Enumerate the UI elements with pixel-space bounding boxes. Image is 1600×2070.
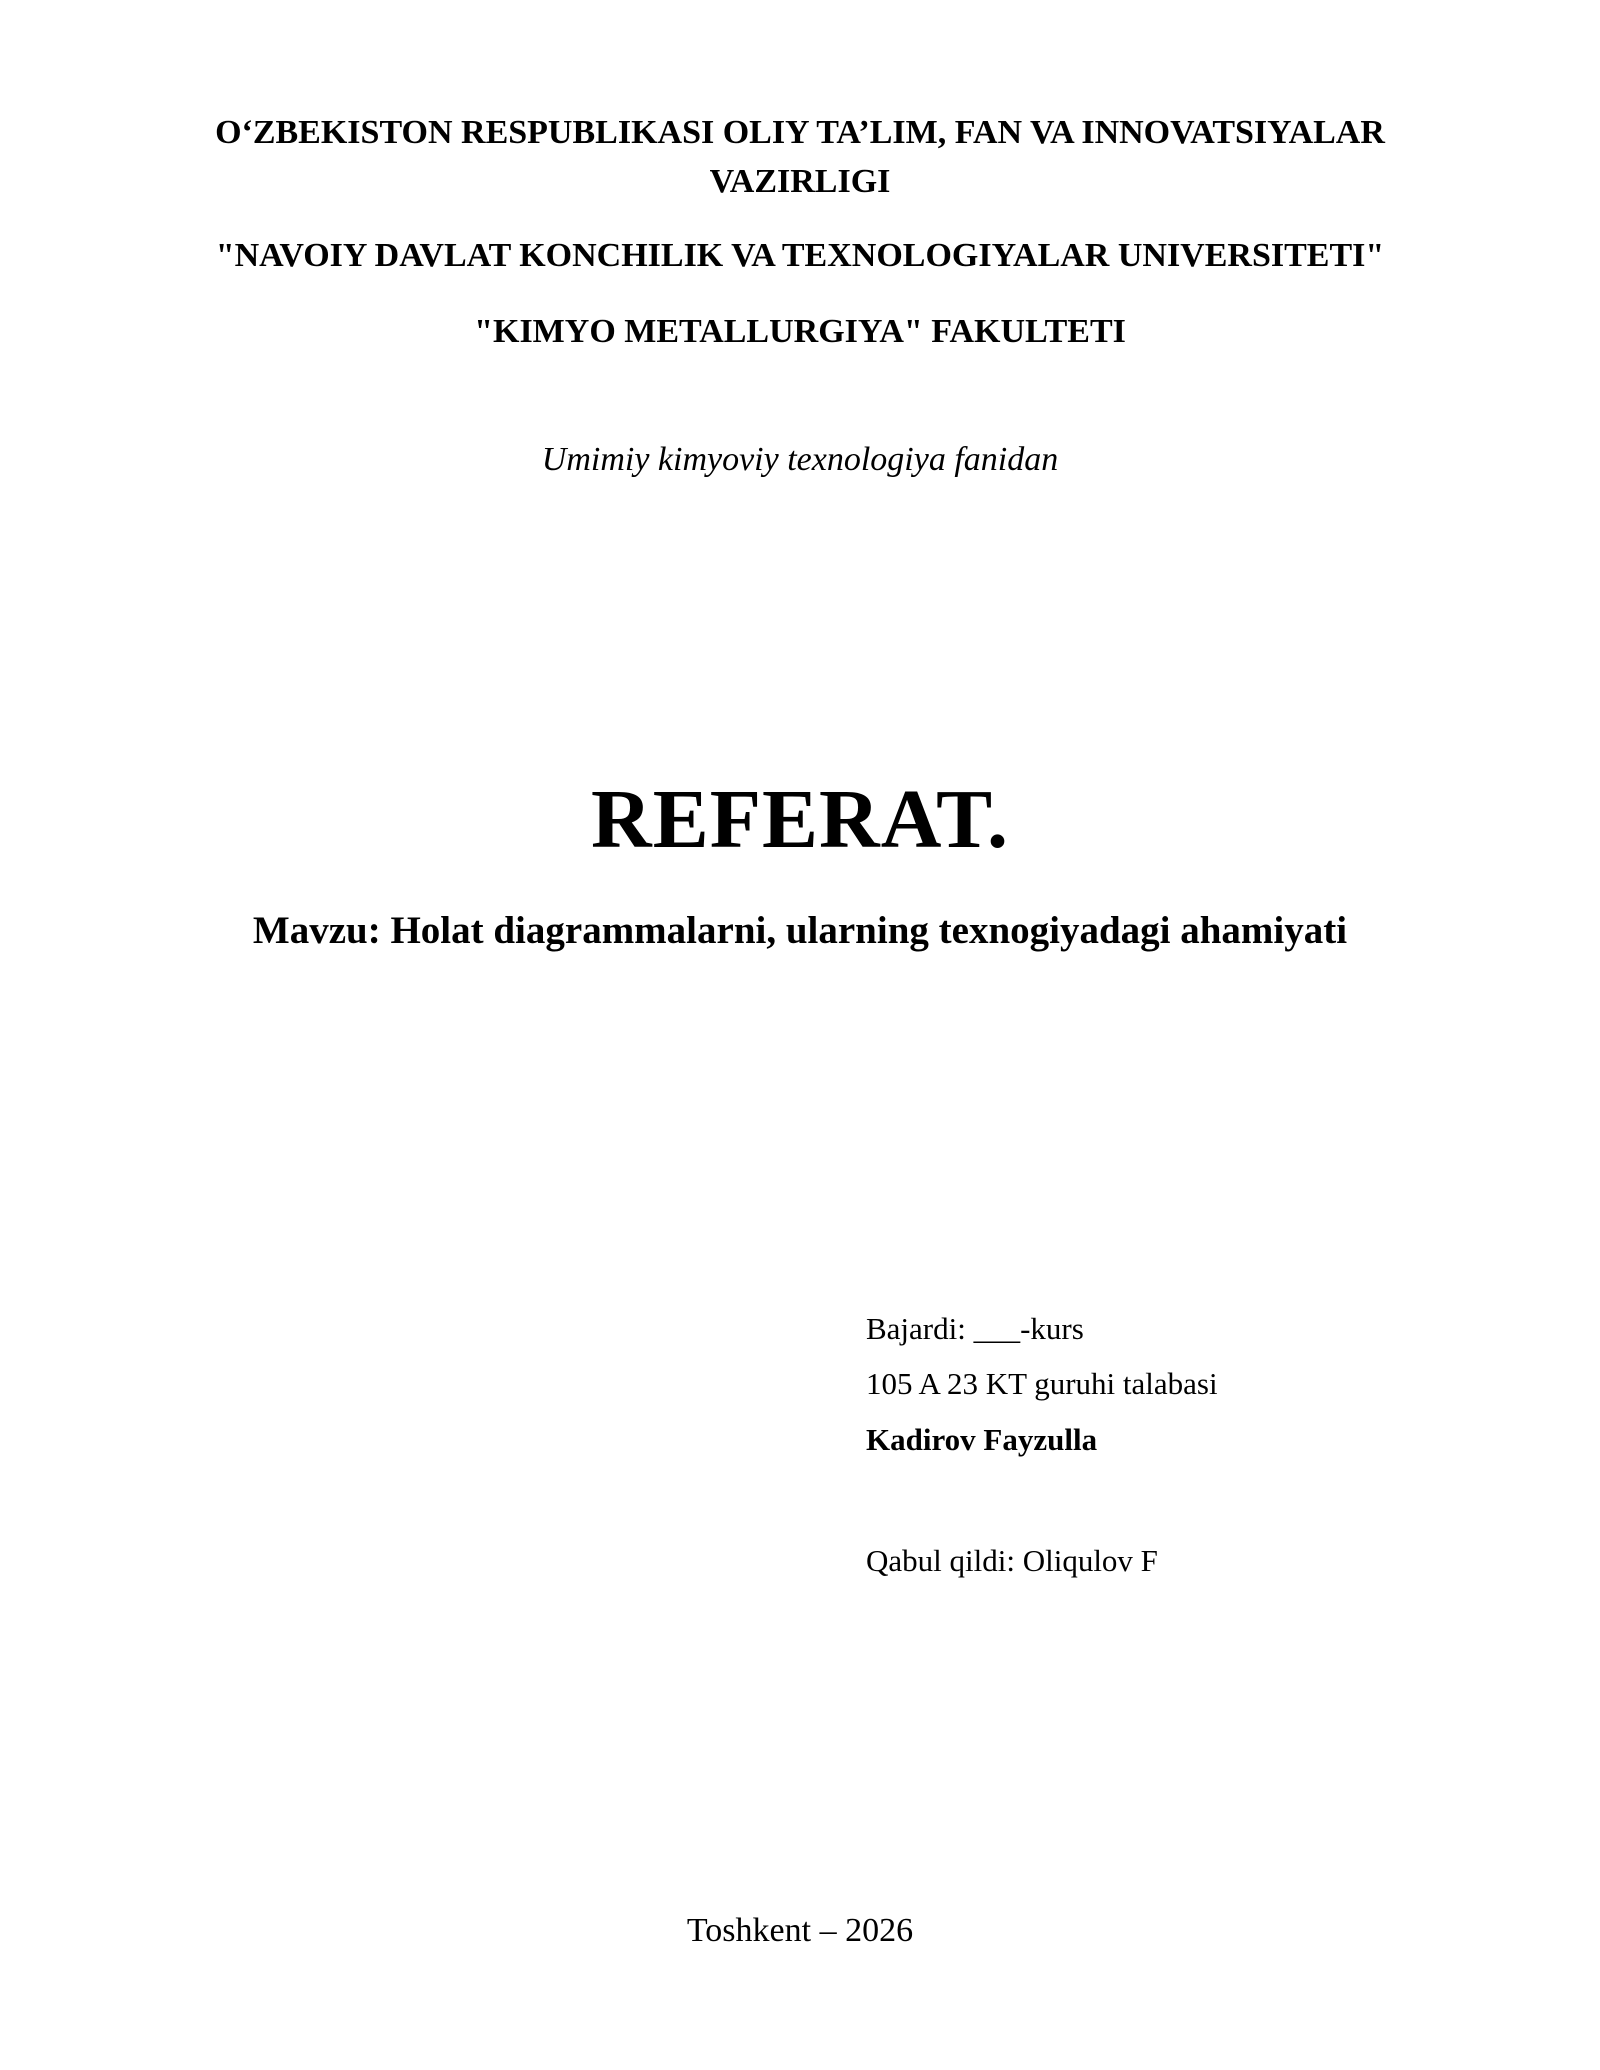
performer-line: Bajardi: ___-kurs <box>866 1311 1084 1346</box>
city-year-footer: Toshkent – 2026 <box>686 1912 914 1949</box>
ministry-name-line-2: VAZIRLIGI <box>709 163 891 200</box>
document-title: REFERAT. <box>591 773 1009 866</box>
faculty-name: "KIMYO METALLURGIYA" FAKULTETI <box>474 313 1126 350</box>
ministry-name-line-1: O‘ZBEKISTON RESPUBLIKASI OLIY TA’LIM, FAN VA INNOVATSIYALAR <box>215 114 1385 151</box>
group-line: 105 A 23 KT guruhi talabasi <box>866 1366 1218 1401</box>
topic-line: Mavzu: Holat diagrammalarni, ularning texnogiyadagi ahamiyati <box>252 909 1348 952</box>
university-name: "NAVOIY DAVLAT KONCHILIK VA TEXNOLOGIYALAR UNIVERSITETI" <box>215 237 1385 274</box>
student-name: Kadirov Fayzulla <box>866 1422 1098 1457</box>
subject-line: Umimiy kimyoviy texnologiya fanidan <box>541 441 1059 478</box>
reviewer-line: Qabul qildi: Oliqulov F <box>866 1543 1158 1578</box>
